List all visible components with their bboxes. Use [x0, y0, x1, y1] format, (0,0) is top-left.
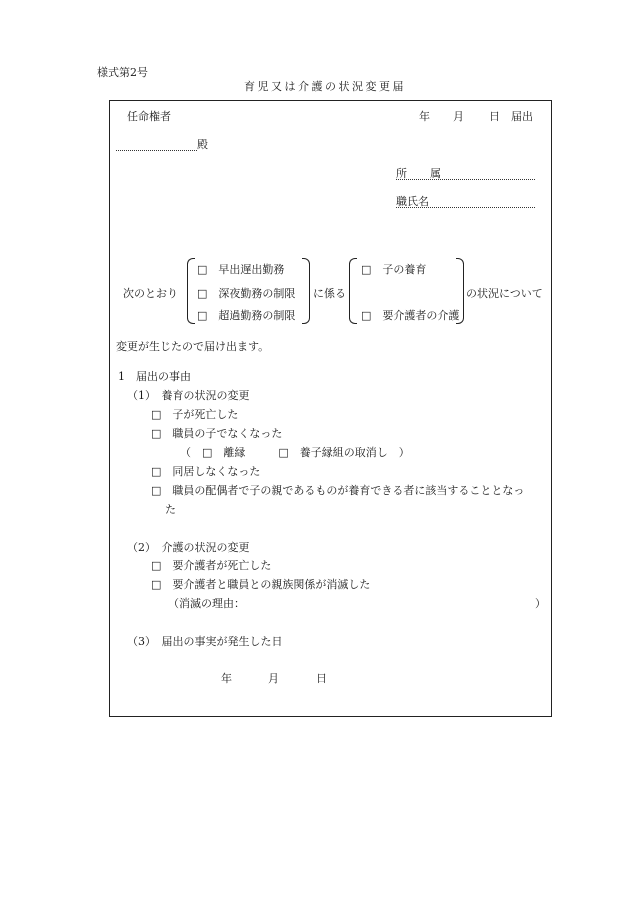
affiliation-line[interactable] — [396, 179, 535, 180]
addressee-line[interactable] — [116, 150, 197, 151]
checkbox-adoption-options[interactable]: （ □ 離縁 □ 養子縁組の取消し ） — [180, 446, 410, 459]
extinction-reason-close: ） — [535, 597, 546, 610]
submit-label: 届出 — [511, 110, 533, 123]
subsection-childcare-heading: （1） 養育の状況の変更 — [127, 389, 250, 402]
option-child-care[interactable]: □ 子の養育 — [361, 263, 427, 276]
date-day-label: 日 — [489, 110, 500, 123]
occurrence-day-label: 日 — [316, 672, 327, 685]
appointer-label: 任命権者 — [127, 110, 171, 123]
option-early-late-work[interactable]: □ 早出遅出勤務 — [197, 263, 285, 276]
statement-closing: 変更が生じたので届け出ます。 — [116, 340, 270, 353]
subsection-nursing-heading: （2） 介護の状況の変更 — [127, 541, 250, 554]
right-bracket-open — [349, 258, 357, 324]
checkbox-no-cohabitation[interactable]: □ 同居しなくなった — [151, 465, 261, 478]
form-title: 育児又は介護の状況変更届 — [244, 80, 406, 93]
section-heading-reason: 1 届出の事由 — [118, 370, 191, 383]
affiliation-label: 所 属 — [396, 167, 447, 180]
subsection-occurrence-date-heading: （3） 届出の事実が発生した日 — [127, 635, 283, 648]
right-bracket-close — [456, 258, 464, 324]
staff-name-line[interactable] — [396, 207, 535, 208]
statement-prefix: 次のとおり — [123, 287, 178, 300]
checkbox-care-recipient-died[interactable]: □ 要介護者が死亡した — [151, 559, 272, 572]
honorific-label: 殿 — [197, 138, 208, 151]
statement-middle: に係る — [313, 287, 346, 300]
occurrence-month-label: 月 — [268, 672, 279, 685]
checkbox-relationship-ended[interactable]: □ 要介護者と職員との親族関係が消滅した — [151, 578, 371, 591]
extinction-reason-label: （消滅の理由： — [168, 597, 245, 610]
statement-suffix: の状況について — [466, 287, 543, 300]
option-night-work-limit[interactable]: □ 深夜勤務の制限 — [197, 287, 296, 300]
option-nursing-care[interactable]: □ 要介護者の介護 — [361, 309, 460, 322]
form-number: 様式第2号 — [97, 66, 148, 79]
checkbox-spouse-can-care-cont: た — [165, 503, 176, 516]
checkbox-spouse-can-care[interactable]: □ 職員の配偶者で子の親であるものが養育できる者に該当することとなっ — [151, 484, 525, 497]
checkbox-child-died[interactable]: □ 子が死亡した — [151, 408, 239, 421]
option-overtime-limit[interactable]: □ 超過勤務の制限 — [197, 309, 296, 322]
left-bracket-open — [187, 258, 195, 324]
date-month-label: 月 — [453, 110, 464, 123]
date-year-label: 年 — [419, 110, 430, 123]
checkbox-no-longer-child[interactable]: □ 職員の子でなくなった — [151, 427, 283, 440]
occurrence-year-label: 年 — [221, 672, 232, 685]
staff-name-label: 職氏名 — [396, 195, 429, 208]
left-bracket-close — [302, 258, 310, 324]
